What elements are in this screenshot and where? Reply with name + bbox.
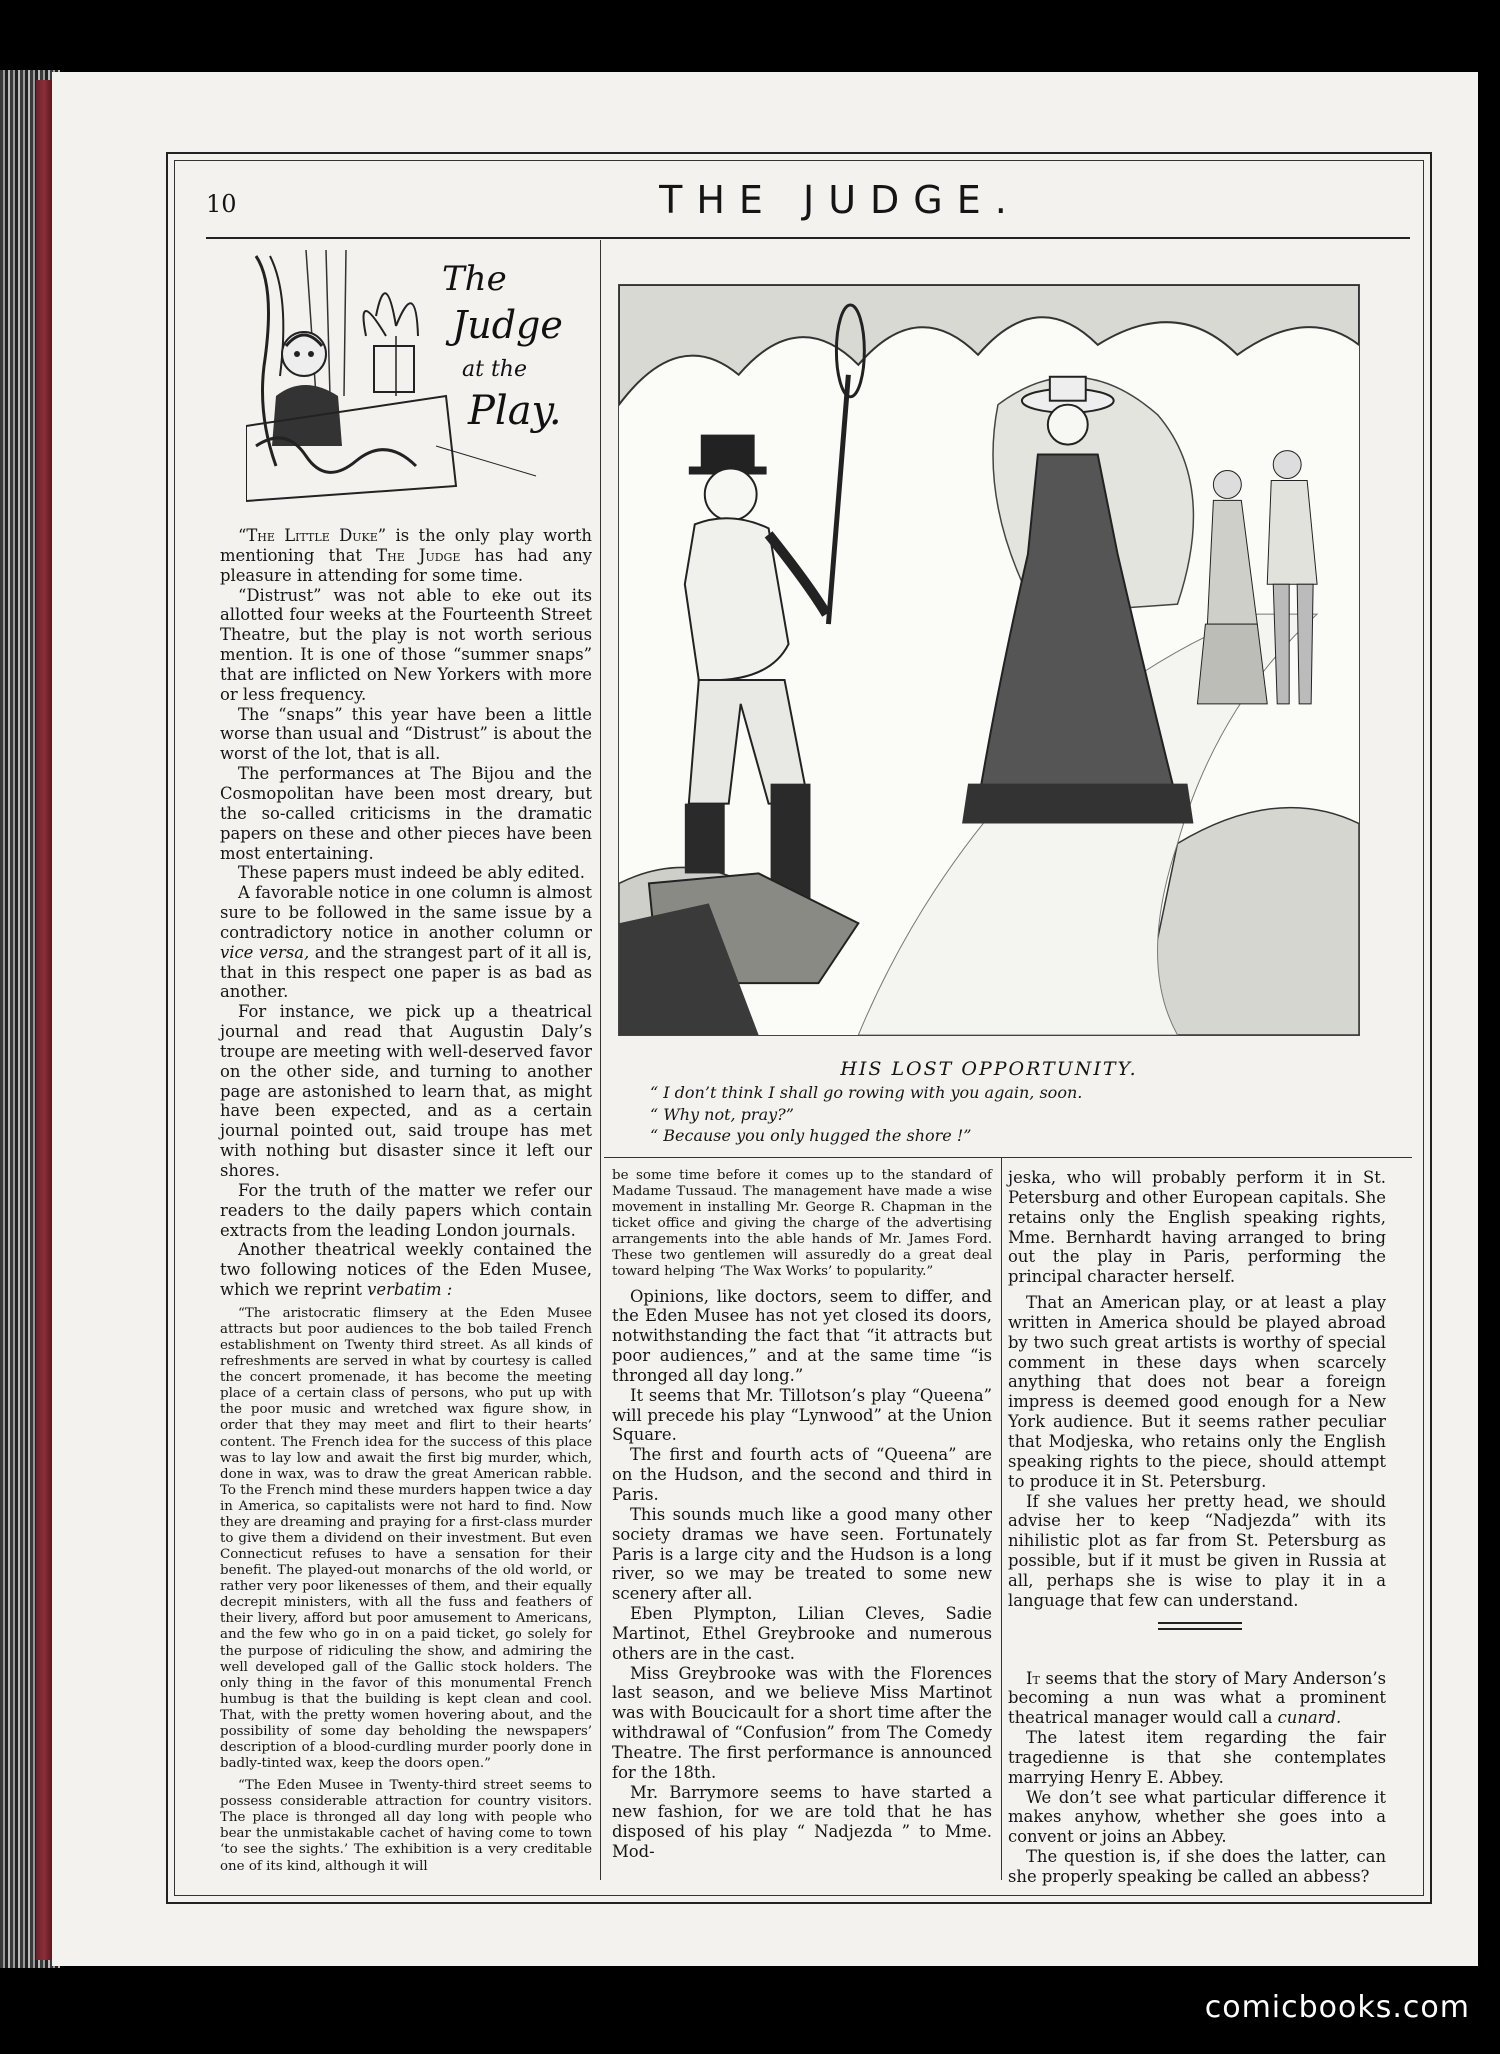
art-title-at-the: at the	[462, 357, 527, 382]
column-rule	[1001, 1158, 1002, 1880]
paragraph: If she values her pretty head, we should advise her to keep “Nadjezda” with its nihilistic plot as far from St. Petersburg as possible, but if it must be given in Russia at all, perhaps she is wise to play it in a language that few can understand.	[1008, 1491, 1386, 1610]
paragraph: For the truth of the matter we refer our readers to the daily papers which contain extracts from the leading London journals.	[220, 1180, 592, 1240]
dialogue-line: “ Because you only hugged the shore !”	[650, 1126, 972, 1146]
paragraph: This sounds much like a good many other society dramas we have seen. Fortunately Paris is a large city and the Hudson is a long river, so we may be treated to some new scenery after all.	[612, 1504, 992, 1604]
paragraph: The performances at The Bijou and the Cosmopolitan have been most dreary, but the so-called criticisms in the dramatic papers on these and other pieces have been most entertaining.	[220, 764, 592, 863]
paragraph: The “snaps” this year have been a little worse than usual and “Distrust” is about the worst of the lot, that is all.	[220, 704, 592, 764]
italic-run: vice versa,	[220, 942, 310, 962]
text-run: has had any pleasure in attending for some time.	[220, 545, 593, 585]
art-title-judge: Judge	[452, 303, 563, 347]
paragraph: Miss Greybrooke was with the Florences last season, and we believe Miss Martinot was with Boucicault for a short time after the withdrawal of “Confusion” from The Comedy Theatre. The first performance is announced for the 18th.	[612, 1663, 992, 1782]
watermark: comicbooks.com	[1204, 1990, 1470, 2025]
text-run: seems that the story of Mary Anderson’s becoming a nun was what a prominent theatrical manager would call a	[1008, 1668, 1386, 1728]
his-lost-opportunity-illustration	[618, 284, 1360, 1036]
text-run: is the only play worth mentioning that	[220, 526, 592, 565]
art-title-the: The	[442, 259, 507, 299]
the-judge-name: The Judge	[376, 545, 461, 565]
dialogue-line: “ I don’t think I shall go rowing with you again, soon.	[650, 1083, 1083, 1102]
italic-run: verbatim :	[367, 1280, 453, 1300]
article-column-2	[612, 1168, 992, 1862]
paragraph: These papers must indeed be ably edited.	[238, 863, 585, 883]
paragraph: That an American play, or at least a play written in America should be played abroad by two such great artists is worthy of special comment in these days when scarcely anything that does not bear a foreign impress is deemed good enough for a New York audience. But it seems rather peculiar that Modjeska, who retains only the English speaking rights to the piece, should attempt to produce it in St. Petersburg.	[1008, 1293, 1386, 1491]
dialogue-line: “ Why not, pray?”	[650, 1104, 794, 1124]
paragraph: The question is, if she does the latter, can she properly speaking be called an abbess?	[1008, 1847, 1386, 1886]
paragraph: Mr. Barrymore seems to have started a new fashion, for we are told that he has disposed of his play “ Nadjezda ” to Mme. Mod-	[612, 1782, 992, 1862]
text-run: Another theatrical weekly contained the two following notices of the Eden Musee, which we reprint	[220, 1240, 592, 1300]
column-rule	[600, 240, 601, 1880]
quoted-notice-continuation: be some time before it comes up to the standard of Madame Tussaud. The management have made a wise movement in installing Mr. George R. Chapman in the ticket office and giving the charge of the advertising arrangements into the able hands of Mr. James Ford. These two gentlemen will assuredly do a great deal toward helping ‘The Wax Works’ to popularity.”	[612, 1168, 992, 1280]
article-column-3	[1008, 1168, 1386, 1887]
paragraph: For instance, we pick up a theatrical journal and read that Augustin Daly’s troupe are meeting with well-deserved favor on the other side, and turning to another page are astonished to learn that, as might have been expected, and as a certain journal pointed out, said troupe has met with nothing but disaster since it left our shores.	[220, 1002, 592, 1180]
binding-cloth-edge	[36, 80, 52, 1960]
illustration-caption-title: HIS LOST OPPORTUNITY.	[840, 1058, 1138, 1080]
text-run: A favorable notice in one column is almost sure to be followed in the same issue by a contradictory notice in another column or	[220, 883, 592, 942]
masthead-title: THE JUDGE.	[659, 178, 1021, 222]
illustration-rule	[604, 1157, 1412, 1158]
paragraph: “Distrust” was not able to eke out its allotted four weeks at the Fourteenth Street Theatre, but the play is not worth serious mention. It is one of those “summer snaps” that are inflicted on New Yorkers with more or less frequency.	[220, 585, 592, 704]
text-run: and the strangest part of it all is, that in this respect one paper is as bad as another.	[220, 942, 593, 1002]
section-divider	[1158, 1622, 1242, 1634]
quoted-notice-1: “The aristocratic flimsery at the Eden Musee attracts but poor audiences to the bob tailed French establishment on Twenty third street. As all kinds of refreshments are served in what by courtesy is called the concert promenade, it has become the meeting place of a certain class of persons, who put up with the poor music and wretched wax figure show, in order that they may meet and flirt to their hearts’ content. The French idea for the success of this place was to lay low and await the first big murder, which, done in wax, was to draw the great American rabble. To the French mind these murders happen twice a day in America, so capitalists were not hard to find. Now they are dreaming and praying for a first-class murder to give them a dividend on their investment. But even Connecticut refuses to have a sensation for their benefit. The played-out monarchs of the old world, or rather very poor likenesses of them, and their equally decrepit ministers, with all the fuss and feathers of their livery, afford but poor amusement to Americans, and the few who go in on a paid ticket, go solely for the purpose of ridiculing the show, and admiring the well developed gall of the Gallic stock holders. The only thing in the favor of this monumental French humbug is that the building is kept clean and cool. That, with the pretty women hovering about, and the possibility of some day beholding the newspapers’ description of a blood-curdling murder poorly done in badly-tinted wax, keep the doors open.”	[220, 1305, 592, 1772]
paragraph: jeska, who will probably perform it in St. Petersburg and other European capitals. She retains only the English speaking rights, Mme. Bernhardt having arranged to bring out the play in Paris, performing the principal character herself.	[1008, 1168, 1386, 1287]
article-column-1	[220, 526, 592, 1875]
illustration-dialogue	[650, 1082, 1350, 1147]
paragraph: It seems that Mr. Tillotson’s play “Queena” will precede his play “Lynwood” at the Union Square.	[612, 1385, 992, 1445]
page-number: 10	[206, 190, 237, 218]
paragraph: We don’t see what particular difference it makes anyhow, whether she goes into a convent or joins an Abbey.	[1008, 1787, 1386, 1847]
drop-lead: It	[1026, 1668, 1040, 1688]
quoted-notice-2: “The Eden Musee in Twenty-third street seems to possess considerable attraction for country visitors. The place is thronged all day long with people who bear the unmistakable cachet of having come to town ‘to see the sights.’ The exhibition is a very creditable one of its kind, although it will	[220, 1778, 592, 1874]
art-title-play: Play.	[468, 388, 562, 434]
scan-top-border	[0, 0, 1500, 70]
lead-title-little-duke: “The Little Duke”	[238, 526, 387, 545]
judge-at-the-play-engraving	[246, 246, 576, 508]
paragraph: Opinions, like doctors, seem to differ, and the Eden Musee has not yet closed its doors, notwithstanding the fact that “it attracts but poor audiences,” and at the same time “is thronged all day long.”	[612, 1286, 992, 1385]
italic-run: cunard.	[1277, 1708, 1342, 1728]
paragraph: Eben Plympton, Lilian Cleves, Sadie Martinot, Ethel Greybrooke and numerous others are in the cast.	[612, 1604, 992, 1663]
paragraph: The first and fourth acts of “Queena” are on the Hudson, and the second and third in Paris.	[612, 1445, 992, 1504]
masthead-rule	[206, 237, 1410, 239]
paragraph: The latest item regarding the fair tragedienne is that she contemplates marrying Henry E. Abbey.	[1008, 1728, 1386, 1787]
